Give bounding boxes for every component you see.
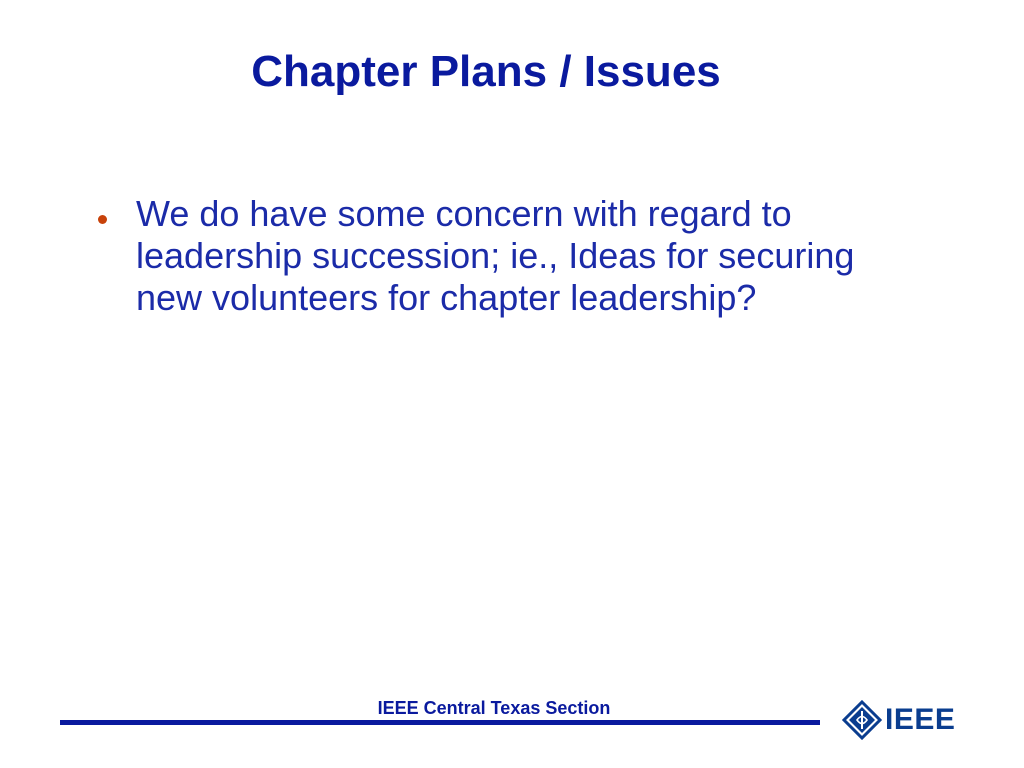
bullet-line: leadership succession; ie., Ideas for securing [136,235,855,276]
logo-text: IEEE [885,703,956,736]
bullet-item [94,193,964,319]
slide-title: Chapter Plans / Issues [251,47,721,96]
footer-rule [60,720,820,725]
bullet-list [94,193,964,319]
ieee-diamond-logo-icon [842,700,882,740]
ieee-logo [842,700,955,740]
bullet-line: We do have some concern with regard to [136,193,792,234]
bullet-line: new volunteers for chapter leadership? [136,277,757,318]
bullet-dot-icon [98,215,107,224]
footer-section-name: IEEE Central Texas Section [377,698,611,718]
